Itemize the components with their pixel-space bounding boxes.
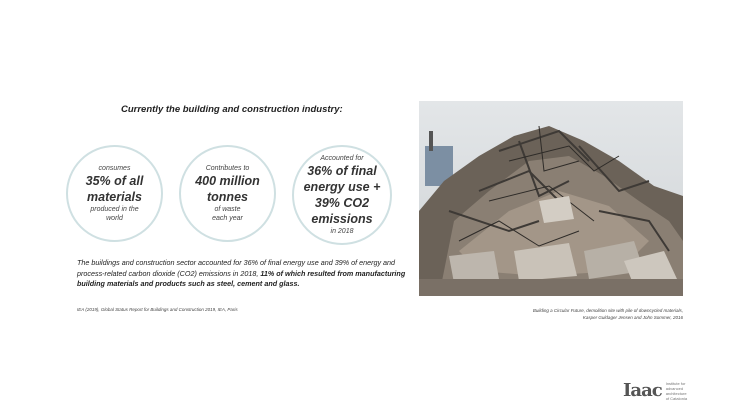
stat-circle-emissions bbox=[292, 145, 392, 245]
demolition-photo bbox=[419, 101, 683, 296]
stat-big-text: 400 million bbox=[195, 174, 260, 188]
stat-big-text: energy use + bbox=[303, 180, 381, 194]
logo-text bbox=[666, 381, 687, 401]
logo-text-line: Institute for bbox=[665, 380, 686, 386]
paragraph-bold-text: 11% of which resulted from manufacturing building materials and products such as steel, cement and glass. bbox=[77, 268, 406, 288]
iaac-logo bbox=[623, 380, 687, 401]
caption-line: Building a Circular Future, demolition site with pile of downcycled materials, bbox=[532, 308, 683, 313]
slide-heading: Currently the building and construction industry: bbox=[121, 104, 343, 115]
stat-bottom-text: world bbox=[106, 215, 123, 222]
stat-big-text: emissions bbox=[311, 212, 373, 226]
stat-top-text: Contributes to bbox=[205, 165, 250, 172]
stat-big-text: tonnes bbox=[207, 190, 248, 204]
logo-text-line: advanced bbox=[665, 385, 684, 391]
stat-circle-waste bbox=[179, 145, 276, 242]
stat-bottom-text: each year bbox=[212, 215, 243, 222]
source-citation: IEA (2019), Global Status Report for Buildings and Construction 2019, IEA, Paris bbox=[77, 307, 238, 312]
stat-bottom-text: produced in the bbox=[90, 206, 139, 213]
logo-text-line: of Catalonia bbox=[665, 395, 688, 401]
logo-text-line: architecture bbox=[665, 390, 687, 396]
logo-mark: Iaac bbox=[623, 380, 662, 401]
stat-big-text: 39% CO2 bbox=[314, 196, 370, 210]
stat-top-text: consumes bbox=[98, 165, 131, 172]
stat-bottom-text: of waste bbox=[214, 206, 241, 213]
stat-big-text: 36% of final bbox=[307, 164, 377, 178]
stat-top-text: Accounted for bbox=[320, 155, 364, 162]
stat-circle-materials bbox=[66, 145, 163, 242]
stat-big-text: 35% of all bbox=[85, 174, 144, 188]
body-paragraph bbox=[77, 258, 407, 290]
photo-caption bbox=[419, 307, 683, 321]
stat-big-text: materials bbox=[87, 190, 142, 204]
caption-line: Kasper Guldager Jensen and John Sommer, 2016 bbox=[582, 315, 683, 320]
stat-bottom-text: in 2018 bbox=[330, 228, 354, 235]
paragraph-normal-text: The buildings and construction sector accounted for 36% of final energy use and 39% of energy and process-related carbon dioxide (CO2) emissions in 2018, bbox=[77, 258, 396, 278]
